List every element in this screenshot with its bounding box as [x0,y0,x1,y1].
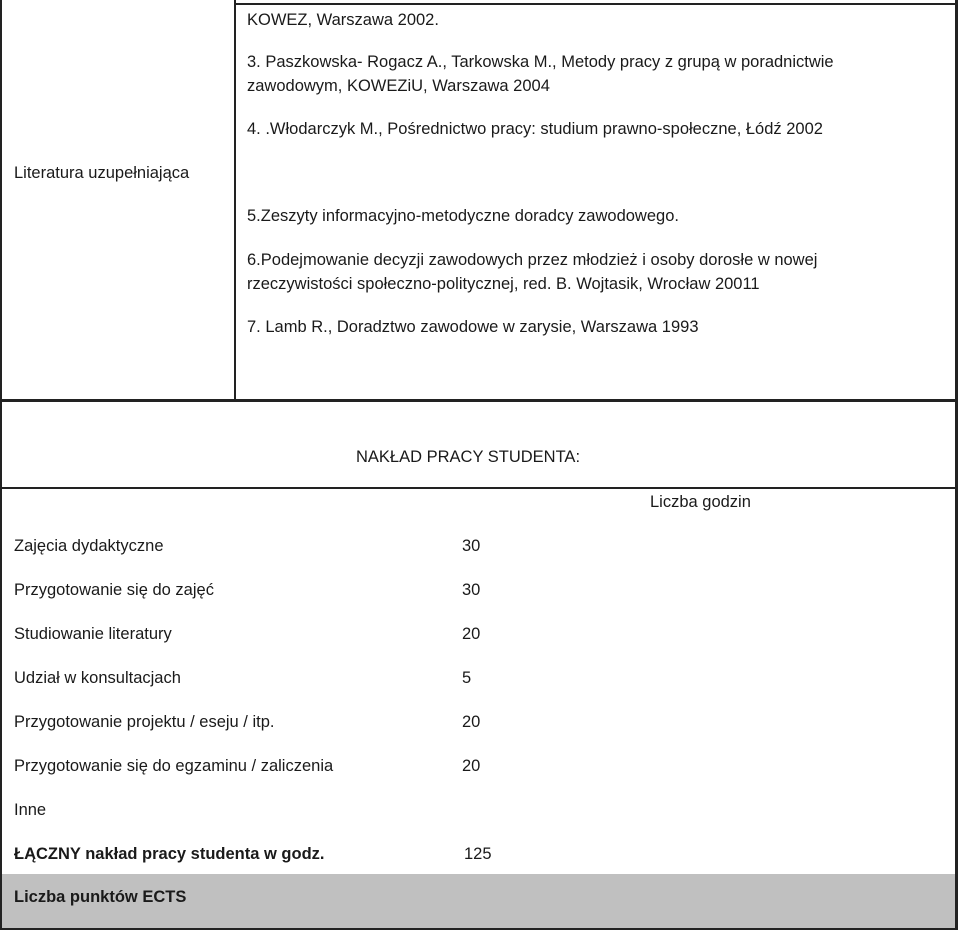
workload-row-label: Udział w konsultacjach [14,669,181,687]
literature-item: rzeczywistości społeczno-politycznej, red. B. Wojtasik, Wrocław 20011 [247,275,760,293]
workload-row-label: Przygotowanie się do egzaminu / zaliczenia [14,757,334,775]
workload-row-label: Studiowanie literatury [14,625,172,643]
workload-row-value: 20 [462,625,481,643]
total-value: 125 [464,845,492,863]
literature-item: 6.Podejmowanie decyzji zawodowych przez młodzież i osoby dorosłe w nowej [247,251,818,269]
literature-column-divider [234,0,236,402]
literature-label: Literatura uzupełniająca [14,164,190,182]
workload-row-value: 20 [462,713,481,731]
literature-item: 7. Lamb R., Doradztwo zawodowe w zarysie, Warszawa 1993 [247,318,699,336]
hours-header: Liczba godzin [650,493,751,511]
total-label: ŁĄCZNY nakład pracy studenta w godz. [14,845,325,863]
ects-label: Liczba punktów ECTS [14,888,187,906]
literature-item: 4. .Włodarczyk M., Pośrednictwo pracy: studium prawno-społeczne, Łódź 2002 [247,120,823,138]
workload-row-value: 30 [462,537,481,555]
literature-item: KOWEZ, Warszawa 2002. [247,11,439,29]
literature-top-border [234,3,958,5]
workload-title: NAKŁAD PRACY STUDENTA: [356,448,581,466]
workload-row-value: 30 [462,581,481,599]
literature-item: zawodowym, KOWEZiU, Warszawa 2004 [247,77,550,95]
workload-row-label: Przygotowanie projektu / eseju / itp. [14,713,275,731]
workload-row-value: 5 [462,669,472,687]
workload-row-label: Inne [14,801,47,819]
workload-row-value: 20 [462,757,481,775]
workload-row-label: Przygotowanie się do zajęć [14,581,214,599]
literature-item: 5.Zeszyty informacyjno-metodyczne doradcy zawodowego. [247,207,679,225]
workload-header-divider [0,487,958,489]
literature-item: 3. Paszkowska- Rogacz A., Tarkowska M., Metody pracy z grupą w poradnictwie [247,53,834,71]
workload-row-label: Zajęcia dydaktyczne [14,537,164,555]
